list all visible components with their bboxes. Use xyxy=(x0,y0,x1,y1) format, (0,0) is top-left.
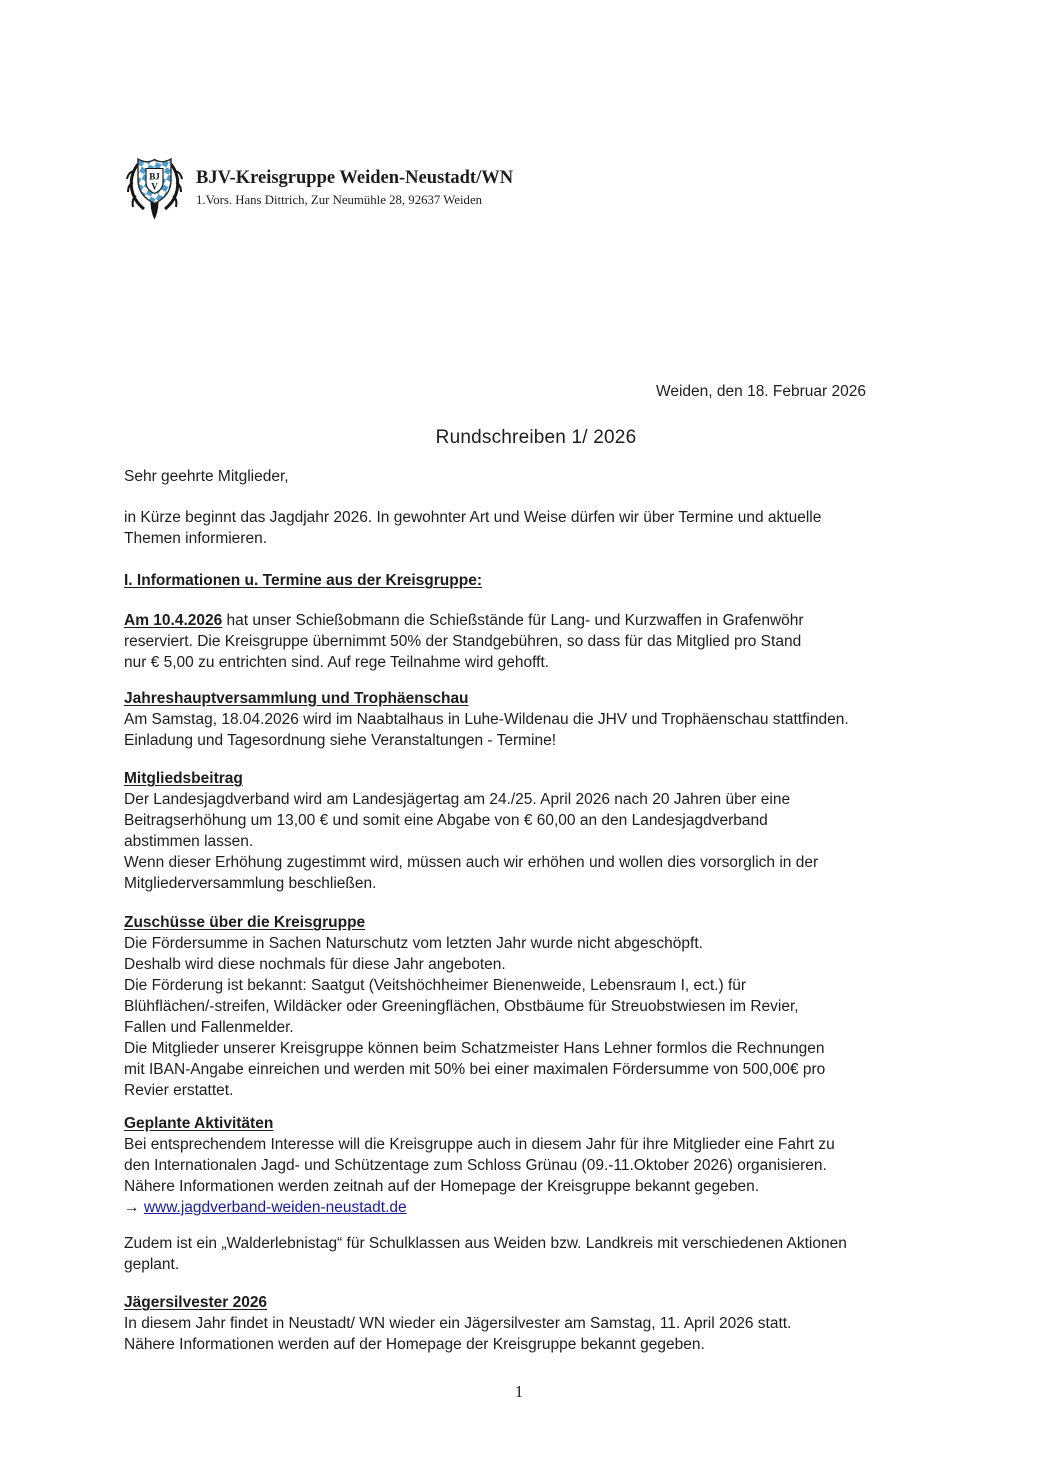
text-line: Revier erstattet. xyxy=(124,1082,234,1099)
section-geplante-aktivitaeten xyxy=(124,1113,948,1218)
text-line xyxy=(124,610,948,631)
text-line: Blühflächen/-streifen, Wildäcker oder Greeningflächen, Obstbäume für Streuobstwiesen im Revier, xyxy=(124,998,799,1015)
homepage-link[interactable]: www.jagdverband-weiden-neustadt.de xyxy=(143,1199,407,1216)
document-title: Rundschreiben 1/ 2026 xyxy=(435,427,637,448)
letterhead-text xyxy=(196,167,513,208)
text-line: Nähere Informationen werden zeitnah auf der Homepage der Kreisgruppe bekannt gegeben. xyxy=(124,1178,760,1195)
section-jaegersilvester xyxy=(124,1292,948,1355)
text-line: Einladung und Tagesordnung siehe Veranstaltungen - Termine! xyxy=(124,732,557,749)
text-line: Der Landesjagdverband wird am Landesjägertag am 24./25. April 2026 nach 20 Jahren über eine xyxy=(124,791,791,808)
section-heading-jaegersilvester: Jägersilvester 2026 xyxy=(124,1294,268,1311)
text-line: reserviert. Die Kreisgruppe übernimmt 50% der Standgebühren, so dass für das Mitglied pro Stand xyxy=(124,633,802,650)
text-line: den Internationalen Jagd- und Schützentage zum Schloss Grünau (09.-11.Oktober 2026) organisieren. xyxy=(124,1157,827,1174)
text-line: Die Förderung ist bekannt: Saatgut (Veitshöchheimer Bienenweide, Lebensraum I, ect.) für xyxy=(124,977,747,994)
shooting-line-rest: hat unser Schießobmann die Schießstände für Lang- und Kurzwaffen in Grafenwöhr xyxy=(222,612,804,629)
text-line: Mitgliederversammlung beschließen. xyxy=(124,875,377,892)
paragraph-schiessstaende xyxy=(124,610,948,673)
salutation: Sehr geehrte Mitglieder, xyxy=(124,468,289,485)
text-line: Fallen und Fallenmelder. xyxy=(124,1019,294,1036)
text-line: Wenn dieser Erhöhung zugestimmt wird, müssen auch wir erhöhen und wollen dies vorsorglich in der xyxy=(124,854,819,871)
paragraph-walderlebnistag xyxy=(124,1233,948,1275)
text-line: Nähere Informationen werden auf der Homepage der Kreisgruppe bekannt gegeben. xyxy=(124,1336,705,1353)
homepage-link-line xyxy=(124,1197,948,1218)
section-heading-aktivitaeten: Geplante Aktivitäten xyxy=(124,1115,274,1132)
section-jahreshauptversammlung xyxy=(124,688,948,751)
text-line: Die Mitglieder unserer Kreisgruppe können beim Schatzmeister Hans Lehner formlos die Rechnungen xyxy=(124,1040,825,1057)
text-line: In diesem Jahr findet in Neustadt/ WN wieder ein Jägersilvester am Samstag, 11. April 2026 statt. xyxy=(124,1315,792,1332)
letterhead xyxy=(126,152,948,222)
text-line: Die Fördersumme in Sachen Naturschutz vom letzten Jahr wurde nicht abgeschöpft. xyxy=(124,935,703,952)
svg-text:BJ: BJ xyxy=(149,171,160,182)
dateline: Weiden, den 18. Februar 2026 xyxy=(656,383,866,400)
arrow-right-icon: → xyxy=(124,1199,140,1216)
section-heading-mitgliedsbeitrag: Mitgliedsbeitrag xyxy=(124,770,243,787)
text-line: Zudem ist ein „Walderlebnistag“ für Schulklassen aus Weiden bzw. Landkreis mit verschiedenen Aktionen xyxy=(124,1235,847,1252)
text-line: nur € 5,00 zu entrichten sind. Auf rege Teilnahme wird gehofft. xyxy=(124,654,550,671)
text-line: Themen informieren. xyxy=(124,530,268,547)
text-line: Bei entsprechendem Interesse will die Kreisgruppe auch in diesem Jahr für ihre Mitglieder eine Fahrt zu xyxy=(124,1136,835,1153)
section-zuschuesse xyxy=(124,912,948,1101)
page-number: 1 xyxy=(514,1382,524,1401)
bjv-crest-logo xyxy=(126,152,183,222)
section-heading-zuschuesse: Zuschüsse über die Kreisgruppe xyxy=(124,914,366,931)
text-line: geplant. xyxy=(124,1256,180,1273)
shooting-date-lead: Am 10.4.2026 xyxy=(124,612,223,629)
text-line: Deshalb wird diese nochmals für diese Jahr angeboten. xyxy=(124,956,506,973)
intro-paragraph xyxy=(124,507,948,549)
text-line: in Kürze beginnt das Jagdjahr 2026. In gewohnter Art und Weise dürfen wir über Termine und aktuelle xyxy=(124,509,822,526)
text-line: Beitragserhöhung um 13,00 € und somit eine Abgabe von € 60,00 an den Landesjagdverband xyxy=(124,812,768,829)
main-section-heading: I. Informationen u. Termine aus der Kreisgruppe: xyxy=(124,572,482,589)
text-line: mit IBAN-Angabe einreichen und werden mit 50% bei einer maximalen Fördersumme von 500,00€ pro xyxy=(124,1061,826,1078)
org-name: BJV-Kreisgruppe Weiden-Neustadt/WN xyxy=(196,168,514,188)
section-mitgliedsbeitrag xyxy=(124,768,948,894)
section-heading-jhv: Jahreshauptversammlung und Trophäenschau xyxy=(124,690,469,707)
svg-text:V: V xyxy=(151,181,158,192)
text-line: Am Samstag, 18.04.2026 wird im Naabtalhaus in Luhe-Wildenau die JHV und Trophäenschau stattfinden. xyxy=(124,711,849,728)
text-line: abstimmen lassen. xyxy=(124,833,254,850)
org-address: 1.Vors. Hans Dittrich, Zur Neumühle 28, 92637 Weiden xyxy=(196,193,483,207)
